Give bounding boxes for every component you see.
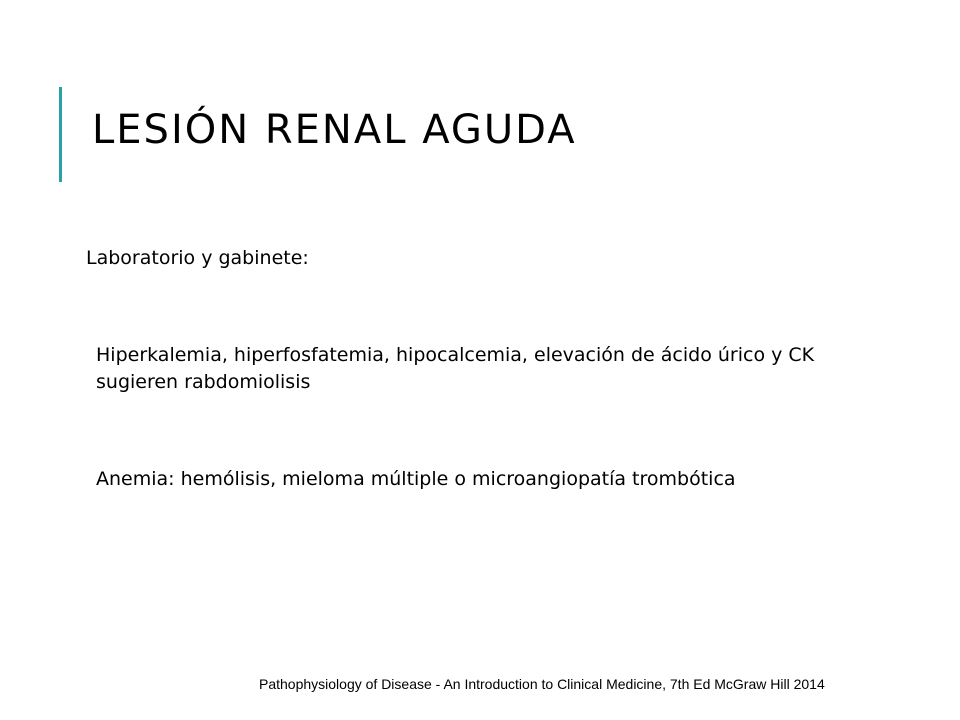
title-accent-bar (59, 87, 62, 182)
source-citation: Pathophysiology of Disease - An Introduction to Clinical Medicine, 7th Ed McGraw Hill 2014 (259, 676, 825, 692)
section-subheading: Laboratorio y gabinete: (86, 247, 309, 269)
slide-title: LESIÓN RENAL AGUDA (92, 107, 577, 153)
bullet-item-anemia: Anemia: hemólisis, mieloma múltiple o microangiopatía trombótica (96, 468, 736, 490)
bullet-item-rhabdomyolysis: Hiperkalemia, hiperfosfatemia, hipocalcemia, elevación de ácido úrico y CK sugieren rabdomiolisis (96, 344, 815, 393)
